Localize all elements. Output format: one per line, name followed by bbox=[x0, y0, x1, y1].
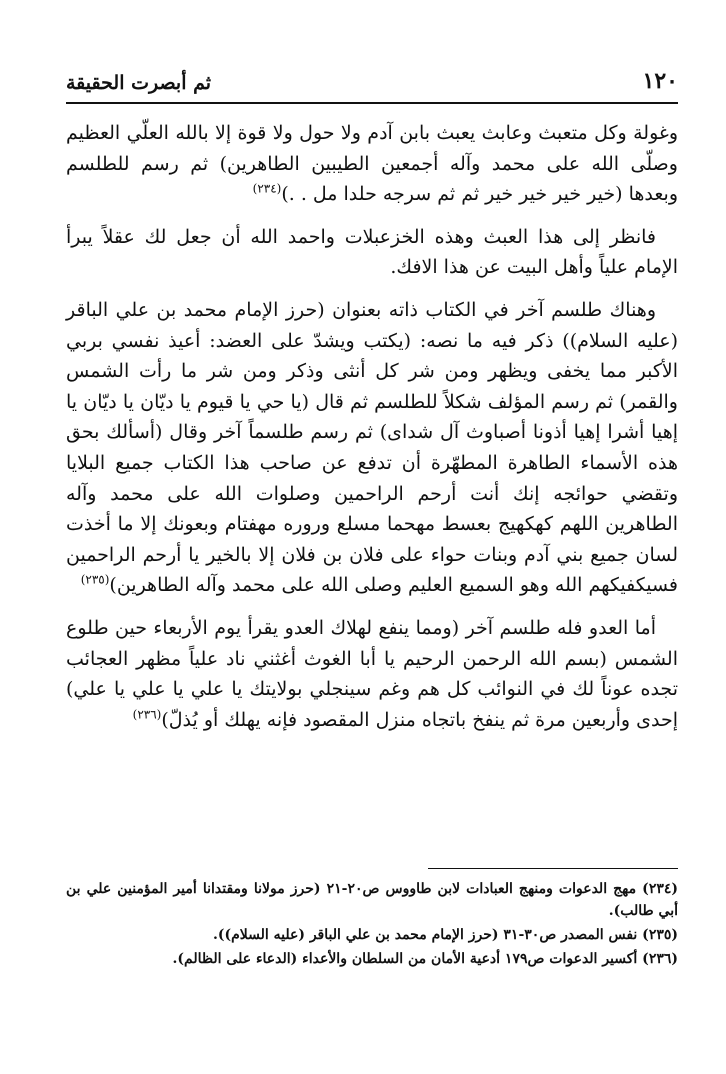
footnote: (٢٣٤) مهج الدعوات ومنهج العبادات لابن طاووس ص٢٠-٢١ (حرز مولانا ومقتدانا أمير المؤمنين علي بن أبي طالب). bbox=[66, 881, 678, 919]
footnote-divider bbox=[428, 868, 678, 869]
footnote: (٢٣٦) أكسير الدعوات ص١٧٩ أدعية الأمان من السلطان والأعداء (الدعاء على الظالم). bbox=[172, 951, 678, 967]
footnote-reference: (٢٣٦) bbox=[132, 707, 162, 722]
page-header bbox=[66, 68, 678, 104]
footnotes bbox=[66, 878, 678, 972]
footnote-reference: (٢٣٤) bbox=[252, 181, 282, 196]
paragraph: وهناك طلسم آخر في الكتاب ذاته بعنوان (حرز الإمام محمد بن علي الباقر (عليه السلام)) ذكر فيه ما نصه: (يكتب ويشدّ على العضد: أعيذ نفسي بربي الأكبر مما يخفى ويظهر ومن شر كل أنثى وذكر ومن شر ما رأت الشمس والقمر) ثم رسم المؤلف شكلاً للطلسم ثم قال (يا حي يا قيوم يا ديّان يا ديّان يا إهيا أشرا إهيا أذونا أصباوث آل شداى) ثم رسم طلسماً آخر وقال (أسألك بحق هذه الأسماء الطاهرة المطهّرة أن تدفع عن صاحب هذا الكتاب جميع البلايا وتقضي حوائجه إنك أنت أرحم الراحمين وصلوات الله على محمد وآله الطاهرين اللهم كهكهيج بعسط مهحما مسلع وروره مهفتام وبعونك إلا ما أخذت لسان جميع بني آدم وبنات حواء على فلان بن فلان إلا بالخير يا أرحم الراحمين فسيكفيكهم الله وهو السميع العليم وصلى الله على محمد وآله الطاهرين)$^{(٢٣٥)}$ bbox=[66, 298, 678, 597]
running-title: ثم أبصرت الحقيقة bbox=[66, 72, 212, 94]
paragraph: أما العدو فله طلسم آخر (ومما ينفع لهلاك العدو يقرأ يوم الأربعاء حين طلوع الشمس (بسم الله الرحمن الرحيم يا أبا الغوث أغثني ناد علياً مظهر العجائب تجده عوناً لك في النوائب كل هم وغم سينجلي بولايتك يا علي يا علي يا علي) إحدى وأربعين مرة ثم ينفخ باتجاه منزل المقصود فإنه يهلك أو يُذلّ)$^{(٢٣٦)}$ bbox=[66, 616, 678, 731]
footnote-reference: (٢٣٥) bbox=[80, 572, 110, 587]
page-number: ١٢٠ bbox=[642, 68, 678, 94]
footnote: (٢٣٥) نفس المصدر ص٣٠-٣١ (حرز الإمام محمد بن علي الباقر (عليه السلام)). bbox=[212, 927, 678, 943]
main-text bbox=[66, 118, 678, 747]
paragraph: فانظر إلى هذا العبث وهذه الخزعبلات واحمد الله أن جعل لك عقلاً يبرأ الإمام علياً وأهل البيت عن هذا الافك. bbox=[66, 225, 678, 279]
paragraph: وغولة وكل متعبث وعابث يعبث بابن آدم ولا حول ولا قوة إلا بالله العلّي العظيم وصلّى الله على محمد وآله أجمعين الطيبين الطاهرين) ثم رسم للطلسم وبعدها (خير خير خير خير ثم ثم سرجه حلدا مل . .)$^{(٢٣٤)}$ bbox=[66, 122, 678, 206]
